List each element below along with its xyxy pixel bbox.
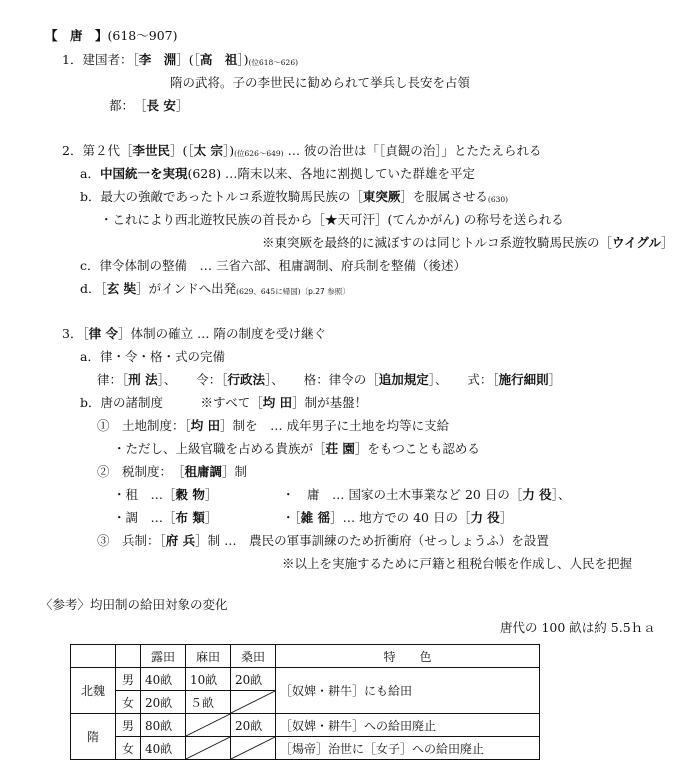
item-c: c．律令体制の整備 … 三省六部、租庸調制、府兵制を整備（後述） bbox=[80, 258, 466, 273]
ritsuryo-b: b．唐の諸制度 ※すべて［均 田］制が基盤！ bbox=[80, 395, 368, 410]
feature-cell: ［奴婢・耕牛］への給田廃止 bbox=[276, 714, 540, 737]
tax-zoyo: ・［雑 徭］… 地方での 40 日の［力 役］ bbox=[282, 510, 513, 525]
land-system-note: ・ただし、上級官職を占める貴族が［荘 園］をもつことも認める bbox=[113, 441, 480, 456]
header-maden: 麻田 bbox=[186, 645, 231, 668]
item-b: b．最大の強敵であったトルコ系遊牧騎馬民族の［東突厥］を服属させる(630) bbox=[80, 189, 509, 204]
second-emperor-line: 2．第２代［李世民］(［太 宗］)(位626～649) … 彼の治世は「［貞観の治］」とたたえられる bbox=[62, 143, 542, 158]
item-b-detail: ・これにより西北遊牧民族の首長から［★天可汗］(てんかがん) の称号を送られる bbox=[100, 212, 564, 227]
diagonal-slash bbox=[186, 737, 230, 759]
header-soden: 桑田 bbox=[231, 645, 276, 668]
header-roden: 露田 bbox=[141, 645, 186, 668]
item-b-note: ※東突厥を最終的に滅ぼすのは同じトルコ系遊牧騎馬民族の［ウイグル］ bbox=[262, 235, 674, 250]
founder-line: 1．建国者：［李 淵］(［高 祖］)(位618～626) bbox=[62, 52, 299, 67]
tax-so: ・租 …［穀 物］ bbox=[113, 487, 218, 502]
table-header-row bbox=[71, 645, 540, 668]
item-a: a．中国統一を実現(628) …隋末以来、各地に割拠していた群雄を平定 bbox=[80, 166, 476, 181]
dynasty-cell: 隋 bbox=[71, 714, 116, 760]
empty-cell bbox=[231, 691, 276, 714]
tax-system: ② 税制度： ［租庸調］制 bbox=[97, 464, 248, 479]
item-d: d．［玄 奘］がインドへ出発(629、645に帰国)〔p.27 参照〕 bbox=[80, 281, 350, 296]
tax-yo: ・ 庸 … 国家の土木事業など 20 日の［力 役］、 bbox=[282, 487, 571, 502]
kindensei-table bbox=[70, 644, 540, 760]
military-system: ③ 兵制：［府 兵］制 … 農民の軍事訓練のため折衝府（せっしょうふ）を設置 bbox=[97, 533, 549, 548]
table-row: 女 40畝 ［煬帝］治世に［女子］への給田廃止 bbox=[71, 737, 540, 760]
table-row: 女 20畝 ５畝 bbox=[71, 691, 540, 714]
capital-line: 都： ［長 安］ bbox=[109, 98, 189, 113]
header-feature: 特 色 bbox=[276, 645, 540, 668]
diagonal-slash bbox=[231, 691, 275, 713]
diagonal-slash bbox=[186, 714, 230, 736]
land-system: ① 土地制度：［均 田］制を … 成年男子に土地を均等に支給 bbox=[97, 418, 450, 433]
reference-title: 〈参考〉均田制の給田対象の変化 bbox=[40, 597, 228, 612]
dynasty-cell: 北魏 bbox=[71, 668, 116, 714]
empty-cell bbox=[186, 714, 231, 737]
empty-cell bbox=[186, 737, 231, 760]
ritsuryo-a: a．律・令・格・式の完備 bbox=[80, 349, 225, 364]
military-note: ※以上を実施するために戸籍と租税台帳を作成し、人民を把握 bbox=[282, 556, 633, 571]
feature-cell: ［煬帝］治世に［女子］への給田廃止 bbox=[276, 737, 540, 760]
ritsuryo-head: 3．［律 令］体制の確立 … 隋の制度を受け継ぐ bbox=[62, 326, 327, 341]
era-title: 【 唐 】(618～907) bbox=[45, 28, 178, 43]
table-row: 隋 男 80畝 20畝 ［奴婢・耕牛］への給田廃止 bbox=[71, 714, 540, 737]
empty-cell bbox=[231, 737, 276, 760]
reference-note: 唐代の 100 畝は約 5.5ｈａ bbox=[500, 620, 656, 635]
tax-cho: ・調 …［布 類］ bbox=[113, 510, 218, 525]
diagonal-slash bbox=[231, 737, 275, 759]
table-row: 北魏 男 40畝 10畝 20畝 ［奴婢・耕牛］にも給田 bbox=[71, 668, 540, 691]
feature-cell: ［奴婢・耕牛］にも給田 bbox=[276, 668, 540, 714]
ritsuryo-a-detail: 律：［刑 法］、 令：［行政法］、 格：律令の［追加規定］、 式：［施行細則］ bbox=[97, 372, 562, 387]
founder-desc: 隋の武将。子の李世民に勧められて挙兵し長安を占領 bbox=[170, 75, 471, 90]
